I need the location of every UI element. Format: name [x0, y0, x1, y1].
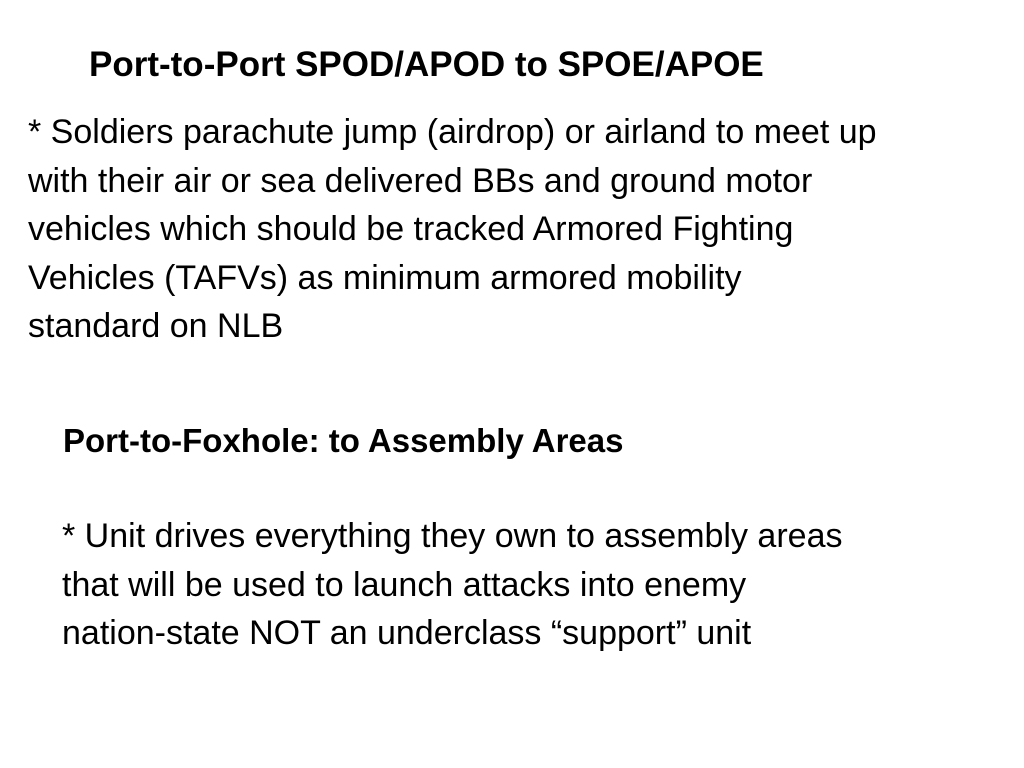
section-two-body	[62, 512, 842, 658]
section-one-body	[28, 108, 877, 351]
section-one-line: with their air or sea delivered BBs and ground motor	[28, 161, 813, 200]
section-two-line: nation-state NOT an underclass “support” unit	[62, 614, 752, 652]
section-one-line: * Soldiers parachute jump (airdrop) or airland to meet up	[28, 113, 877, 151]
section-two-heading: Port-to-Foxhole: to Assembly Areas	[63, 422, 624, 459]
section-one-heading: Port-to-Port SPOD/APOD to SPOE/APOE	[89, 45, 764, 84]
section-one-line: Vehicles (TAFVs) as minimum armored mobility	[28, 258, 742, 297]
section-two-line: * Unit drives everything they own to assembly areas	[62, 517, 843, 555]
section-one-line: standard on NLB	[28, 307, 284, 345]
section-one-line: vehicles which should be tracked Armored Fighting	[28, 210, 794, 248]
section-two-line: that will be used to launch attacks into enemy	[62, 565, 747, 604]
